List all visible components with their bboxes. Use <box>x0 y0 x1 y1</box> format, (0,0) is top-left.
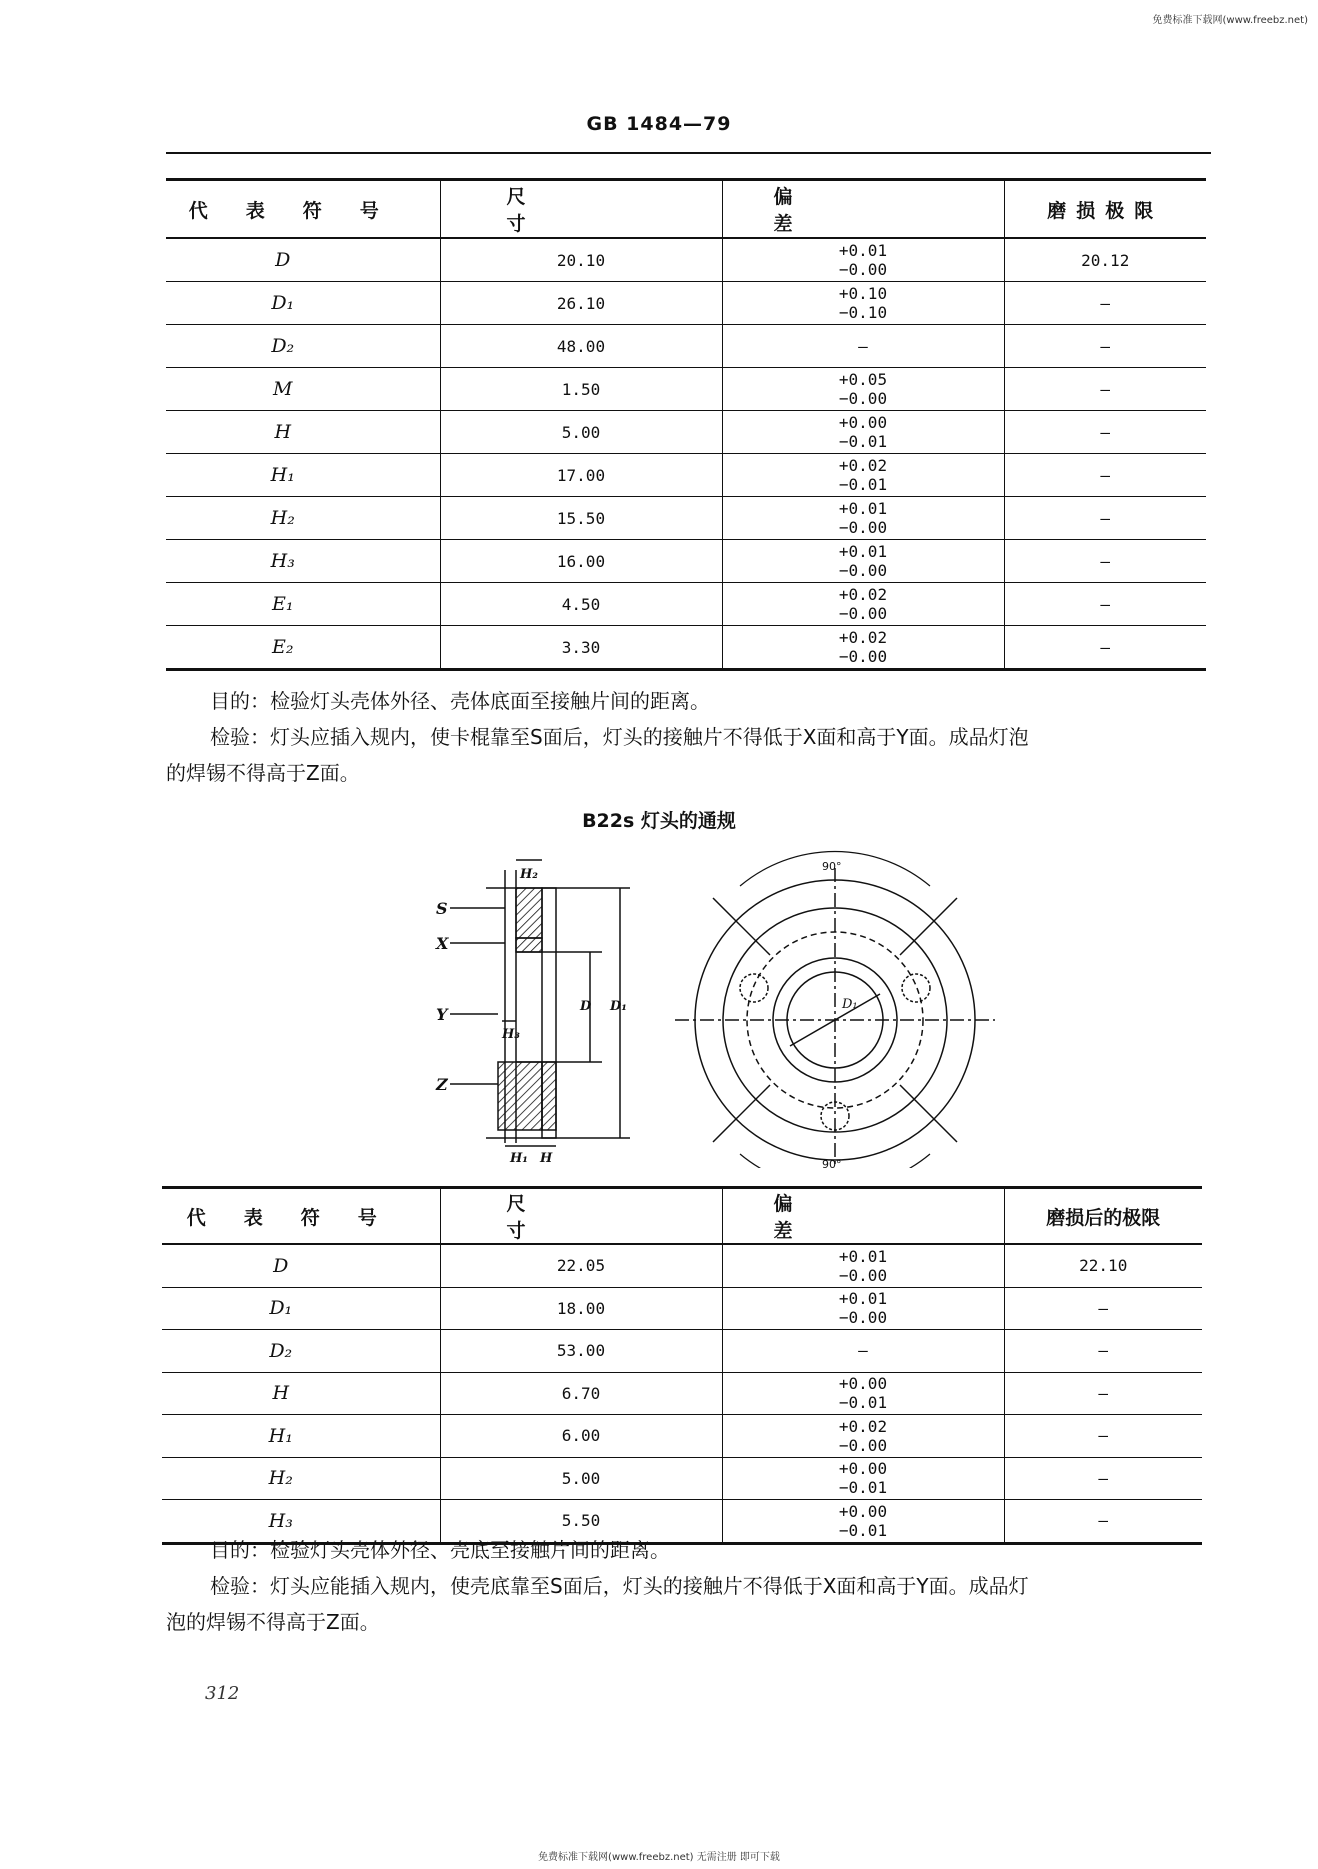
deviation-upper: +0.02 <box>838 1416 888 1436</box>
deviation-lower: −0.01 <box>838 432 888 451</box>
deviation-lower: −0.00 <box>838 260 888 279</box>
cell-deviation <box>722 497 1004 540</box>
cell-size: 17.00 <box>440 454 722 497</box>
cell-symbol: H₂ <box>162 1457 440 1500</box>
deviation-upper: +0.00 <box>838 1459 888 1479</box>
plan-labels <box>822 860 858 1168</box>
col-header-wear-limit: 磨损极限 <box>1004 180 1206 239</box>
cell-limit: — <box>1004 626 1206 670</box>
deviation-lower: −0.10 <box>838 303 888 322</box>
cell-symbol: H₃ <box>162 1500 440 1544</box>
deviation-lower: −0.00 <box>838 1435 888 1455</box>
table-row <box>162 1415 1202 1458</box>
cell-size: 1.50 <box>440 368 722 411</box>
cell-limit: — <box>1004 1415 1202 1458</box>
cell-size: 20.10 <box>440 238 722 282</box>
cell-symbol: D <box>162 1244 440 1287</box>
cell-limit: 20.12 <box>1004 238 1206 282</box>
cell-symbol: D <box>166 238 440 282</box>
cell-size: 26.10 <box>440 282 722 325</box>
deviation-upper: +0.00 <box>838 1501 888 1521</box>
cell-limit: — <box>1004 1500 1202 1544</box>
cell-limit: — <box>1004 1287 1202 1330</box>
cell-size: 6.00 <box>440 1415 722 1458</box>
table-row <box>166 282 1206 325</box>
cell-deviation <box>722 1287 1004 1330</box>
label-h1: H₁ <box>510 1151 528 1166</box>
deviation-upper: +0.00 <box>838 1374 888 1394</box>
deviation-upper: +0.00 <box>838 413 888 432</box>
cell-limit: — <box>1004 282 1206 325</box>
col-header-deviation: 偏差 <box>722 1188 1004 1245</box>
cell-symbol: M <box>166 368 440 411</box>
cell-size: 5.00 <box>440 1457 722 1500</box>
label-h3: H₃ <box>502 1027 520 1042</box>
table-header-row <box>166 180 1206 239</box>
label-angle-bottom: 90° <box>822 1158 842 1168</box>
cell-deviation <box>722 1415 1004 1458</box>
cell-symbol: D₁ <box>162 1287 440 1330</box>
cell-deviation <box>722 1372 1004 1415</box>
check-text-line2: 泡的焊锡不得高于Z面。 <box>166 1610 380 1634</box>
cell-limit: — <box>1004 454 1206 497</box>
dimension-table-2 <box>162 1186 1202 1545</box>
plan-view <box>675 851 995 1168</box>
cell-limit: — <box>1004 1372 1202 1415</box>
cell-limit: 22.10 <box>1004 1244 1202 1287</box>
cell-size: 16.00 <box>440 540 722 583</box>
cell-limit: — <box>1004 368 1206 411</box>
deviation-lower: −0.01 <box>838 475 888 494</box>
cell-size: 5.00 <box>440 411 722 454</box>
table-row <box>162 1457 1202 1500</box>
table-row <box>166 411 1206 454</box>
cell-symbol: H₁ <box>162 1415 440 1458</box>
table-row <box>162 1330 1202 1373</box>
cell-deviation <box>722 368 1004 411</box>
watermark-top: 免费标准下载网(www.freebz.net) <box>1152 15 1308 26</box>
deviation-upper: +0.01 <box>838 1246 888 1266</box>
deviation-lower: −0.00 <box>838 1265 888 1285</box>
cell-symbol: D₂ <box>166 325 440 368</box>
deviation-lower: −0.00 <box>838 561 888 580</box>
deviation-upper: +0.10 <box>838 284 888 303</box>
deviation-upper: +0.05 <box>838 370 888 389</box>
purpose-text: 目的：检验灯头壳体外径、壳底至接触片间的距离。 <box>210 1538 670 1562</box>
figure-title: B22s 灯头的通规 <box>582 810 736 832</box>
cell-size: 22.05 <box>440 1244 722 1287</box>
cell-deviation <box>722 238 1004 282</box>
cell-symbol: D₂ <box>162 1330 440 1373</box>
cell-deviation <box>722 1457 1004 1500</box>
table-row <box>166 626 1206 670</box>
dimension-table-1 <box>166 178 1206 671</box>
cell-size: 48.00 <box>440 325 722 368</box>
deviation-lower: −0.00 <box>838 518 888 537</box>
cell-size: 3.30 <box>440 626 722 670</box>
cell-size: 15.50 <box>440 497 722 540</box>
cell-limit: — <box>1004 497 1206 540</box>
label-x: X <box>436 934 449 953</box>
cell-symbol: H₁ <box>166 454 440 497</box>
deviation-upper: — <box>858 1341 868 1361</box>
col-header-wear-limit: 磨损后的极限 <box>1004 1188 1202 1245</box>
deviation-lower: −0.01 <box>838 1520 888 1540</box>
document-header: GB 1484—79 <box>586 113 732 135</box>
cell-limit: — <box>1004 411 1206 454</box>
cell-deviation <box>722 325 1004 368</box>
deviation-lower: −0.00 <box>838 604 888 623</box>
cell-size: 4.50 <box>440 583 722 626</box>
table-row <box>166 497 1206 540</box>
check-text-line1: 检验：灯头应能插入规内，使壳底靠至S面后，灯头的接触片不得低于X面和高于Y面。成品灯 <box>210 1574 1029 1598</box>
label-z: Z <box>436 1075 448 1094</box>
table-row <box>166 540 1206 583</box>
deviation-upper: +0.01 <box>838 542 888 561</box>
label-d1: D₁ <box>610 999 627 1014</box>
label-h2: H₂ <box>520 867 538 882</box>
cell-deviation <box>722 411 1004 454</box>
deviation-upper: +0.02 <box>838 456 888 475</box>
cell-limit: — <box>1004 540 1206 583</box>
cell-symbol: E₁ <box>166 583 440 626</box>
label-s: S <box>436 899 448 918</box>
cell-size: 18.00 <box>440 1287 722 1330</box>
table-row <box>166 583 1206 626</box>
paragraph-1 <box>166 683 1211 791</box>
cell-deviation <box>722 626 1004 670</box>
table-row <box>162 1244 1202 1287</box>
cell-limit: — <box>1004 1457 1202 1500</box>
gauge-drawing <box>430 848 1010 1168</box>
label-d1-inner: D₁ <box>842 997 858 1012</box>
cell-size: 6.70 <box>440 1372 722 1415</box>
deviation-lower: −0.01 <box>838 1478 888 1498</box>
deviation-lower: −0.00 <box>838 389 888 408</box>
label-angle-top: 90° <box>822 860 842 873</box>
deviation-lower: −0.01 <box>838 1393 888 1413</box>
page-number: 312 <box>205 1683 240 1704</box>
table-row <box>166 238 1206 282</box>
deviation-upper: +0.01 <box>838 1289 888 1309</box>
cell-limit: — <box>1004 583 1206 626</box>
cell-symbol: H <box>166 411 440 454</box>
deviation-lower: −0.00 <box>838 1308 888 1328</box>
cell-limit: — <box>1004 325 1206 368</box>
col-header-size: 尺寸 <box>440 1188 722 1245</box>
cell-deviation <box>722 583 1004 626</box>
check-text-line1: 检验：灯头应插入规内，使卡棍靠至S面后，灯头的接触片不得低于X面和高于Y面。成品灯泡 <box>210 725 1029 749</box>
section-view <box>450 860 630 1146</box>
cell-limit: — <box>1004 1330 1202 1373</box>
cell-deviation <box>722 540 1004 583</box>
watermark-bottom: 免费标准下载网(www.freebz.net) 无需注册 即可下载 <box>538 1852 780 1863</box>
cell-symbol: E₂ <box>166 626 440 670</box>
cell-symbol: H₂ <box>166 497 440 540</box>
col-header-size: 尺寸 <box>440 180 722 239</box>
cell-symbol: H <box>162 1372 440 1415</box>
deviation-upper: — <box>858 336 868 356</box>
cell-deviation <box>722 282 1004 325</box>
col-header-deviation: 偏差 <box>722 180 1004 239</box>
table-row <box>166 368 1206 411</box>
table-row <box>166 454 1206 497</box>
cell-deviation <box>722 454 1004 497</box>
deviation-upper: +0.01 <box>838 499 888 518</box>
deviation-lower: −0.00 <box>838 647 888 666</box>
table-header-row <box>162 1188 1202 1245</box>
cell-deviation <box>722 1330 1004 1373</box>
purpose-text: 目的：检验灯头壳体外径、壳体底面至接触片间的距离。 <box>210 689 710 713</box>
cell-size: 53.00 <box>440 1330 722 1373</box>
deviation-upper: +0.01 <box>838 241 888 260</box>
col-header-symbol: 代表符号 <box>162 1188 440 1245</box>
table-row <box>162 1372 1202 1415</box>
label-y: Y <box>436 1005 448 1024</box>
col-header-symbol: 代表符号 <box>166 180 440 239</box>
table-row <box>162 1287 1202 1330</box>
check-text-line2: 的焊锡不得高于Z面。 <box>166 761 360 785</box>
cell-symbol: H₃ <box>166 540 440 583</box>
cell-symbol: D₁ <box>166 282 440 325</box>
deviation-upper: +0.02 <box>838 628 888 647</box>
cell-size: 5.50 <box>440 1500 722 1544</box>
header-rule <box>166 152 1211 154</box>
table-row <box>166 325 1206 368</box>
cell-deviation <box>722 1244 1004 1287</box>
deviation-upper: +0.02 <box>838 585 888 604</box>
paragraph-2 <box>166 1532 1211 1640</box>
label-d: D <box>580 999 592 1014</box>
label-h: H <box>540 1151 553 1166</box>
